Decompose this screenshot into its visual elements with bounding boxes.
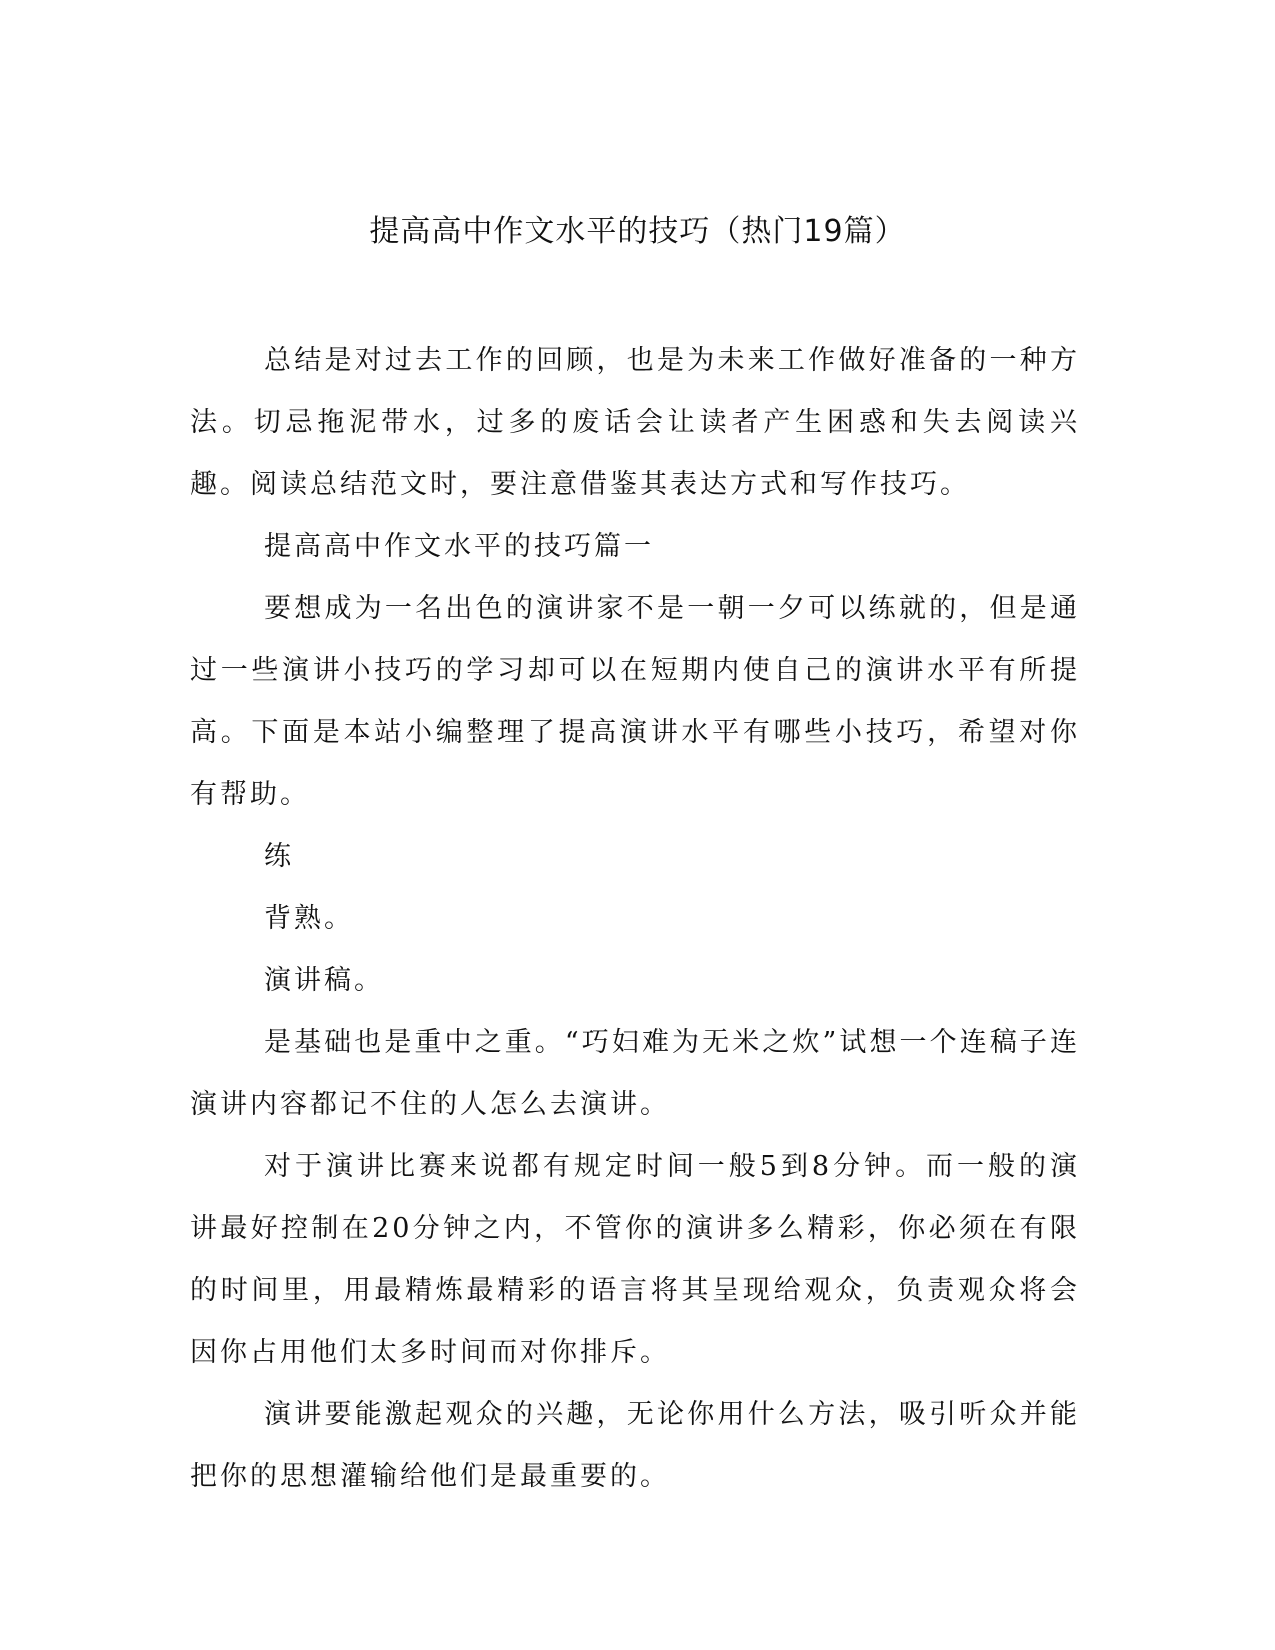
document-body [190,330,1080,1508]
paragraph: 演讲稿。 [264,965,384,996]
paragraph: 是基础也是重中之重。“巧妇难为无米之炊”试想一个连稿子连演讲内容都记不住的人怎么去演讲。 [190,1027,1080,1120]
paragraph: 练 [264,841,294,872]
paragraph-intro: 总结是对过去工作的回顾，也是为未来工作做好准备的一种方法。切忌拖泥带水，过多的废话会让读者产生困惑和失去阅读兴趣。阅读总结范文时，要注意借鉴其表达方式和写作技巧。 [190,345,1080,500]
paragraph: 对于演讲比赛来说都有规定时间一般5到8分钟。而一般的演讲最好控制在20分钟之内，不管你的演讲多么精彩，你必须在有限的时间里，用最精炼最精彩的语言将其呈现给观众，负责观众将会因你占用他们太多时间而对你排斥。 [190,1151,1080,1368]
document-title: 提高高中作文水平的技巧（热门19篇） [369,214,906,249]
paragraph: 要想成为一名出色的演讲家不是一朝一夕可以练就的，但是通过一些演讲小技巧的学习却可以在短期内使自己的演讲水平有所提高。下面是本站小编整理了提高演讲水平有哪些小技巧，希望对你有帮助。 [190,593,1080,810]
section-heading: 提高高中作文水平的技巧篇一 [264,531,654,562]
paragraph: 演讲要能激起观众的兴趣，无论你用什么方法，吸引听众并能把你的思想灌输给他们是最重要的。 [190,1399,1080,1492]
paragraph: 背熟。 [264,903,354,934]
